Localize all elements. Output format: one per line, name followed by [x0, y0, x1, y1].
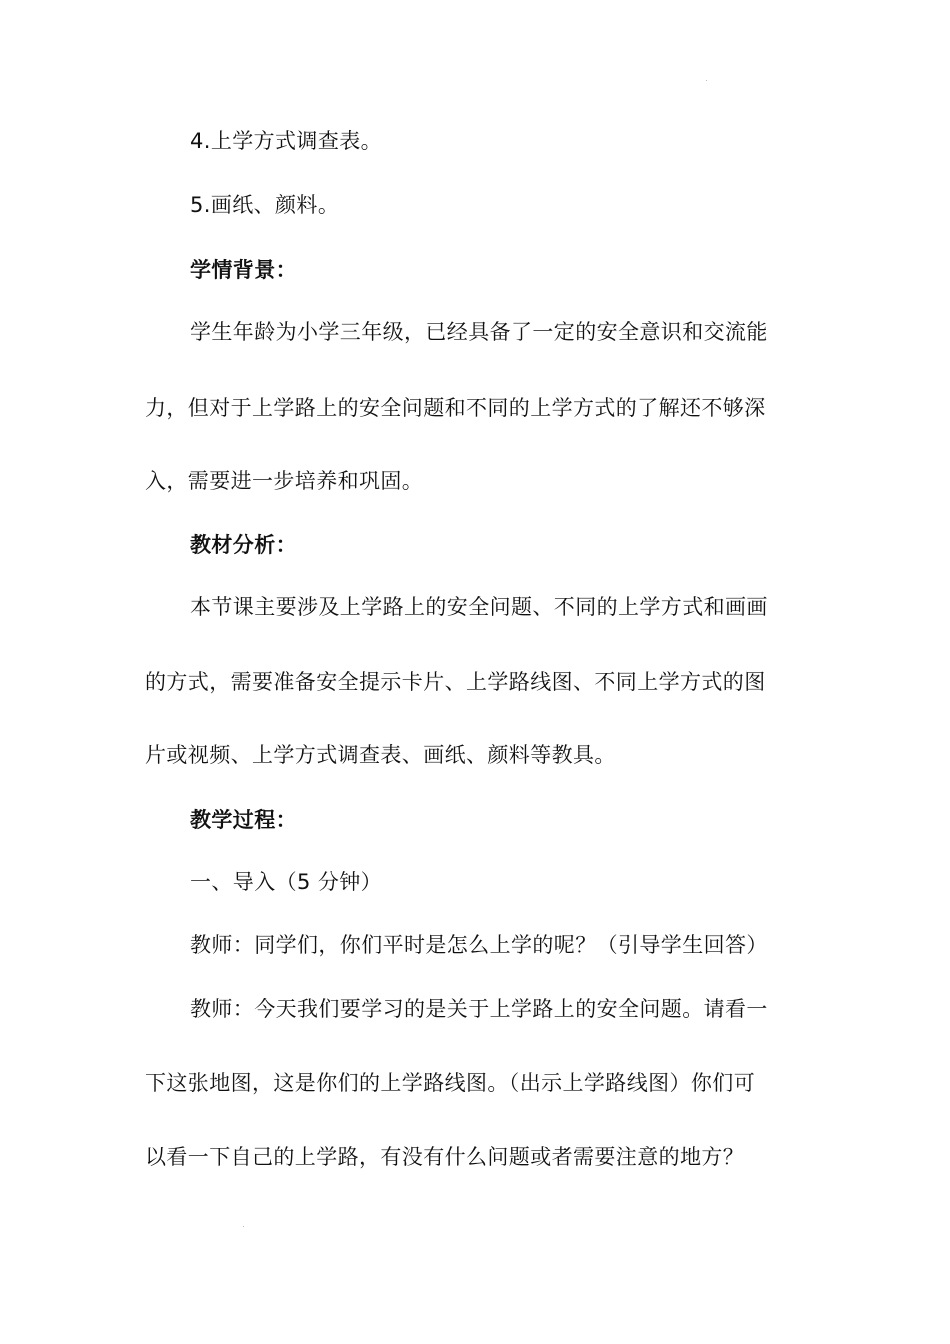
teaching-process-heading: 教学过程： [190, 808, 297, 832]
material-analysis-heading: 教材分析： [190, 533, 297, 557]
teacher-paragraph-line: 以看一下自己的上学路，有没有什么问题或者需要注意的地方？ [145, 1145, 745, 1169]
material-analysis-line: 片或视频、上学方式调查表、画纸、颜料等教具。 [145, 743, 616, 767]
learning-background-line: 入，需要进一步培养和巩固。 [145, 469, 424, 493]
material-analysis-line: 的方式，需要准备安全提示卡片、上学路线图、不同上学方式的图 [145, 670, 766, 694]
learning-background-heading: 学情背景： [190, 258, 297, 282]
page-mark [243, 1226, 244, 1227]
learning-background-line: 学生年龄为小学三年级，已经具备了一定的安全意识和交流能 [190, 320, 768, 344]
material-item-4: 4.上学方式调查表。 [190, 129, 383, 153]
material-item-5: 5.画纸、颜料。 [190, 193, 340, 217]
material-analysis-line: 本节课主要涉及上学路上的安全问题、不同的上学方式和画画 [190, 595, 768, 619]
teaching-process-section-title: 一、导入（5 分钟） [190, 870, 383, 894]
page-mark [706, 80, 707, 81]
teacher-paragraph-line: 教师：今天我们要学习的是关于上学路上的安全问题。请看一 [190, 997, 768, 1021]
teacher-paragraph-line: 下这张地图，这是你们的上学路线图。（出示上学路线图）你们可 [145, 1071, 756, 1095]
teacher-question-line: 教师：同学们，你们平时是怎么上学的呢？（引导学生回答） [190, 933, 768, 957]
learning-background-line: 力，但对于上学路上的安全问题和不同的上学方式的了解还不够深 [145, 396, 766, 420]
